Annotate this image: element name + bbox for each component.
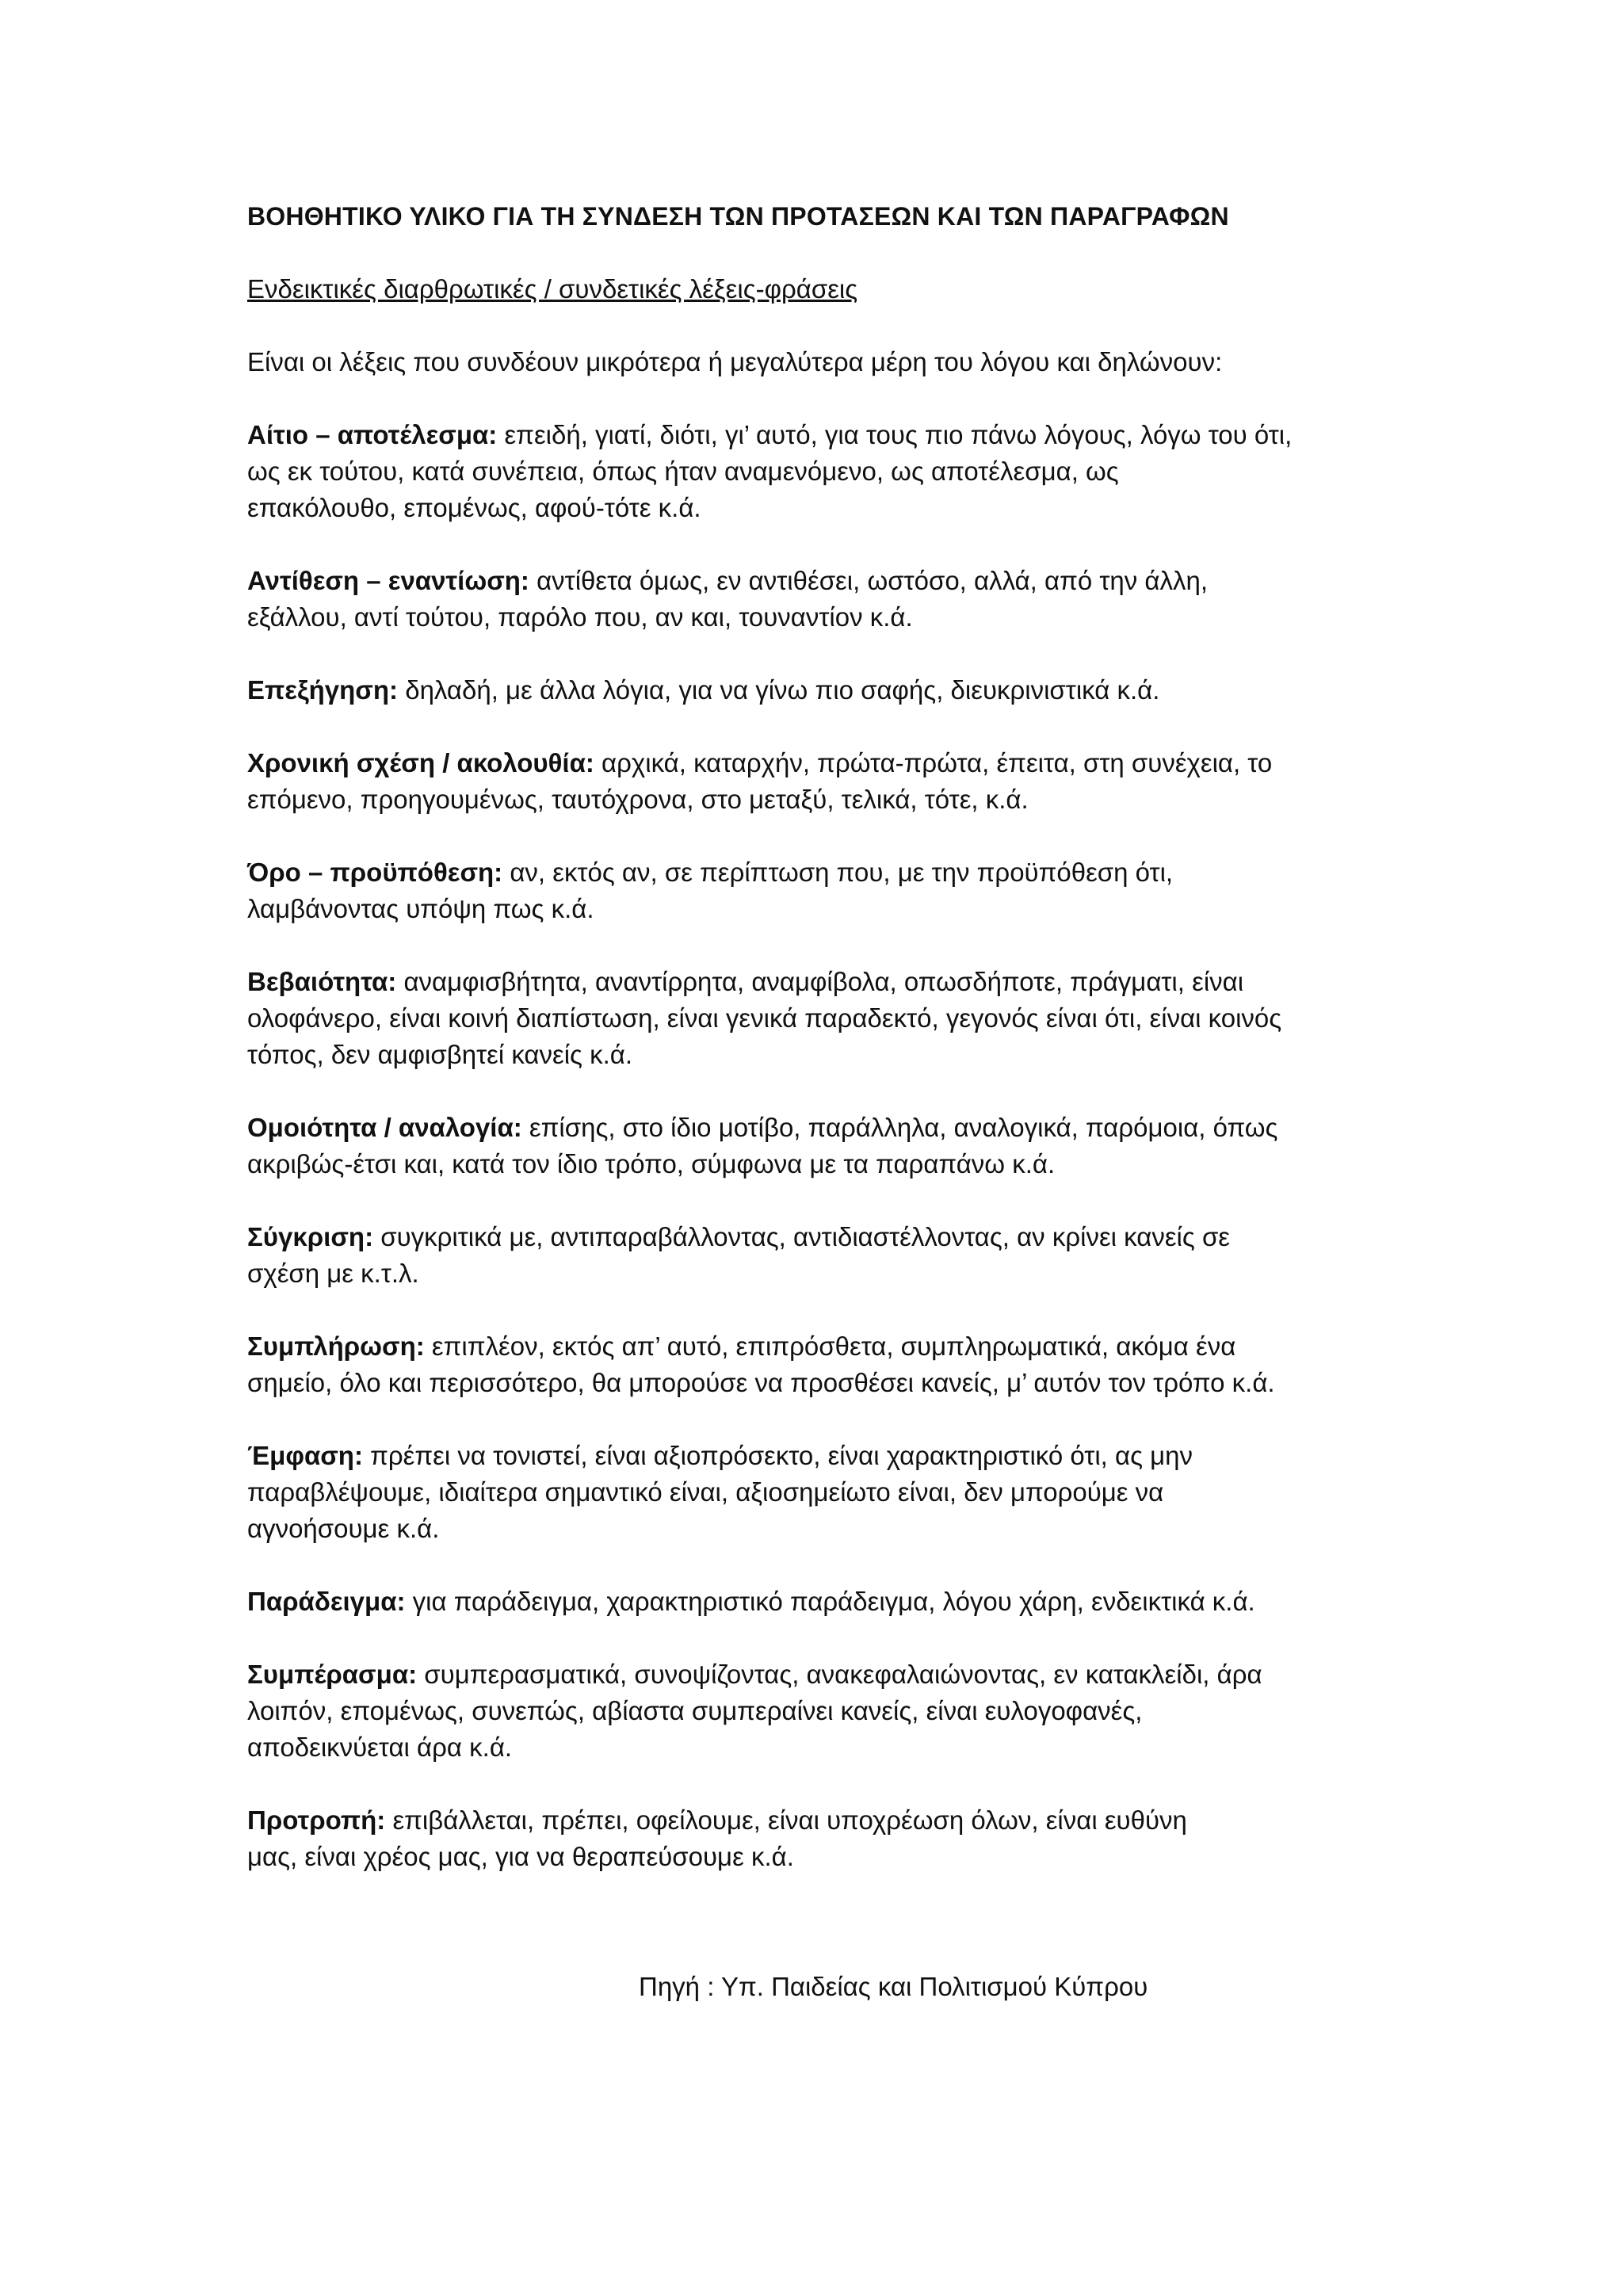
entry-line xyxy=(247,417,1404,453)
entry-line xyxy=(247,563,1404,599)
entry-text: μας, είναι χρέος μας, για να θεραπεύσουμε κ.ά. xyxy=(247,1842,794,1871)
document-body xyxy=(247,198,1404,1912)
entry-line xyxy=(247,1328,1404,1365)
connector-entry xyxy=(247,1438,1404,1547)
entry-text: αποδεικνύεται άρα κ.ά. xyxy=(247,1733,513,1762)
connector-entry xyxy=(247,1584,1404,1620)
entry-term: Συμπέρασμα: xyxy=(247,1660,418,1689)
entry-term: Σύγκριση: xyxy=(247,1222,374,1251)
connector-entry xyxy=(247,672,1404,709)
entry-line xyxy=(247,1656,1404,1693)
entry-text: ολοφάνερο, είναι κοινή διαπίστωση, είναι γενικά παραδεκτό, γεγονός είναι ότι, είναι κοινός xyxy=(247,1003,1282,1033)
connector-entry xyxy=(247,745,1404,818)
entry-term: Χρονική σχέση / ακολουθία: xyxy=(247,748,594,777)
connector-entry xyxy=(247,1802,1404,1875)
entry-term: Βεβαιότητα: xyxy=(247,967,397,996)
entry-text: πρέπει να τονιστεί, είναι αξιοπρόσεκτο, είναι χαρακτηριστικό ότι, ας μην xyxy=(362,1441,1193,1470)
entry-line xyxy=(247,599,1404,636)
entry-line xyxy=(247,1729,1404,1766)
entry-text: επιβάλλεται, πρέπει, οφείλουμε, είναι υποχρέωση όλων, είναι ευθύνη xyxy=(385,1805,1187,1835)
source-credit: Πηγή : Υπ. Παιδείας και Πολιτισμού Κύπρου xyxy=(639,1972,1148,2001)
connector-entry xyxy=(247,964,1404,1073)
entry-term: Ομοιότητα / αναλογία: xyxy=(247,1113,522,1142)
entry-line xyxy=(247,1693,1404,1729)
entry-text: επειδή, γιατί, διότι, γι’ αυτό, για τους πιο πάνω λόγους, λόγω του ότι, xyxy=(497,420,1293,449)
entry-term: Αντίθεση – εναντίωση: xyxy=(247,566,529,595)
entry-text: τόπος, δεν αμφισβητεί κανείς κ.ά. xyxy=(247,1040,633,1069)
document-title: ΒΟΗΘΗΤΙΚΟ ΥΛΙΚΟ ΓΙΑ ΤΗ ΣΥΝΔΕΣΗ ΤΩΝ ΠΡΟΤΑΣΕΩΝ ΚΑΙ ΤΩΝ ΠΑΡΑΓΡΑΦΩΝ xyxy=(247,202,1229,231)
entry-text: επιπλέον, εκτός απ’ αυτό, επιπρόσθετα, συμπληρωματικά, ακόμα ένα xyxy=(424,1331,1236,1361)
connector-entry xyxy=(247,1328,1404,1401)
connector-entry xyxy=(247,854,1404,927)
connector-entry xyxy=(247,1110,1404,1182)
entry-line xyxy=(247,1584,1404,1620)
entry-text: αρχικά, καταρχήν, πρώτα-πρώτα, έπειτα, στη συνέχεια, το xyxy=(594,748,1273,777)
intro-paragraph: Είναι οι λέξεις που συνδέουν μικρότερα ή μεγαλύτερα μέρη του λόγου και δηλώνουν: xyxy=(247,347,1223,376)
entry-line xyxy=(247,964,1404,1000)
entry-text: λοιπόν, επομένως, συνεπώς, αβίαστα συμπεραίνει κανείς, είναι ευλογοφανές, xyxy=(247,1696,1143,1725)
entry-text: δηλαδή, με άλλα λόγια, για να γίνω πιο σαφής, διευκρινιστικά κ.ά. xyxy=(398,675,1160,705)
entry-term: Έμφαση: xyxy=(247,1441,363,1470)
entry-text: παραβλέψουμε, ιδιαίτερα σημαντικό είναι, αξιοσημείωτο είναι, δεν μπορούμε να xyxy=(247,1477,1164,1507)
entry-line xyxy=(247,1802,1404,1839)
entry-text: αν, εκτός αν, σε περίπτωση που, με την προϋπόθεση ότι, xyxy=(502,858,1174,887)
entry-text: σχέση με κ.τ.λ. xyxy=(247,1259,419,1288)
entry-text: εξάλλου, αντί τούτου, παρόλο που, αν και, τουναντίον κ.ά. xyxy=(247,602,913,632)
entry-text: ως εκ τούτου, κατά συνέπεια, όπως ήταν αναμενόμενο, ως αποτέλεσμα, ως xyxy=(247,457,1119,486)
entry-term: Όρο – προϋπόθεση: xyxy=(247,858,503,887)
entry-text: επακόλουθο, επομένως, αφού-τότε κ.ά. xyxy=(247,493,701,522)
connector-entry xyxy=(247,1656,1404,1766)
connector-entry xyxy=(247,1219,1404,1292)
entry-term: Προτροπή: xyxy=(247,1805,386,1835)
entry-line xyxy=(247,745,1404,781)
entry-text: για παράδειγμα, χαρακτηριστικό παράδειγμα, λόγου χάρη, ενδεικτικά κ.ά. xyxy=(405,1587,1255,1616)
entry-line xyxy=(247,854,1404,891)
entry-text: αντίθετα όμως, εν αντιθέσει, ωστόσο, αλλά, από την άλλη, xyxy=(529,566,1209,595)
entry-term: Αίτιο – αποτέλεσμα: xyxy=(247,420,498,449)
entry-text: επόμενο, προηγουμένως, ταυτόχρονα, στο μεταξύ, τελικά, τότε, κ.ά. xyxy=(247,785,1029,814)
entry-line xyxy=(247,891,1404,927)
entry-text: αγνοήσουμε κ.ά. xyxy=(247,1514,440,1543)
connector-entry xyxy=(247,563,1404,636)
entry-line xyxy=(247,781,1404,818)
entry-text: συγκριτικά με, αντιπαραβάλλοντας, αντιδιαστέλλοντας, αν κρίνει κανείς σε xyxy=(373,1222,1231,1251)
entry-line xyxy=(247,1146,1404,1182)
entry-line xyxy=(247,1438,1404,1474)
entry-text: αναμφισβήτητα, αναντίρρητα, αναμφίβολα, οπωσδήποτε, πράγματι, είναι xyxy=(396,967,1244,996)
entry-text: επίσης, στο ίδιο μοτίβο, παράλληλα, αναλογικά, παρόμοια, όπως xyxy=(521,1113,1278,1142)
entry-line xyxy=(247,490,1404,526)
entry-line xyxy=(247,672,1404,709)
entry-term: Συμπλήρωση: xyxy=(247,1331,425,1361)
entry-line xyxy=(247,1255,1404,1292)
entry-text: συμπερασματικά, συνοψίζοντας, ανακεφαλαιώνοντας, εν κατακλείδι, άρα xyxy=(417,1660,1262,1689)
document-subtitle: Ενδεικτικές διαρθρωτικές / συνδετικές λέξεις-φράσεις xyxy=(247,274,858,304)
entry-line xyxy=(247,1110,1404,1146)
entry-text: ακριβώς-έτσι και, κατά τον ίδιο τρόπο, σύμφωνα με τα παραπάνω κ.ά. xyxy=(247,1149,1056,1179)
connector-list xyxy=(247,417,1404,1875)
entry-line xyxy=(247,453,1404,490)
entry-line xyxy=(247,1474,1404,1511)
entry-line xyxy=(247,1037,1404,1073)
entry-line xyxy=(247,1839,1404,1875)
entry-term: Παράδειγμα: xyxy=(247,1587,406,1616)
entry-line xyxy=(247,1219,1404,1255)
entry-text: λαμβάνοντας υπόψη πως κ.ά. xyxy=(247,894,594,923)
entry-line xyxy=(247,1365,1404,1401)
connector-entry xyxy=(247,417,1404,526)
entry-term: Επεξήγηση: xyxy=(247,675,399,705)
entry-line xyxy=(247,1511,1404,1547)
entry-line xyxy=(247,1000,1404,1037)
entry-text: σημείο, όλο και περισσότερο, θα μπορούσε να προσθέσει κανείς, μ’ αυτόν τον τρόπο κ.ά. xyxy=(247,1368,1275,1397)
